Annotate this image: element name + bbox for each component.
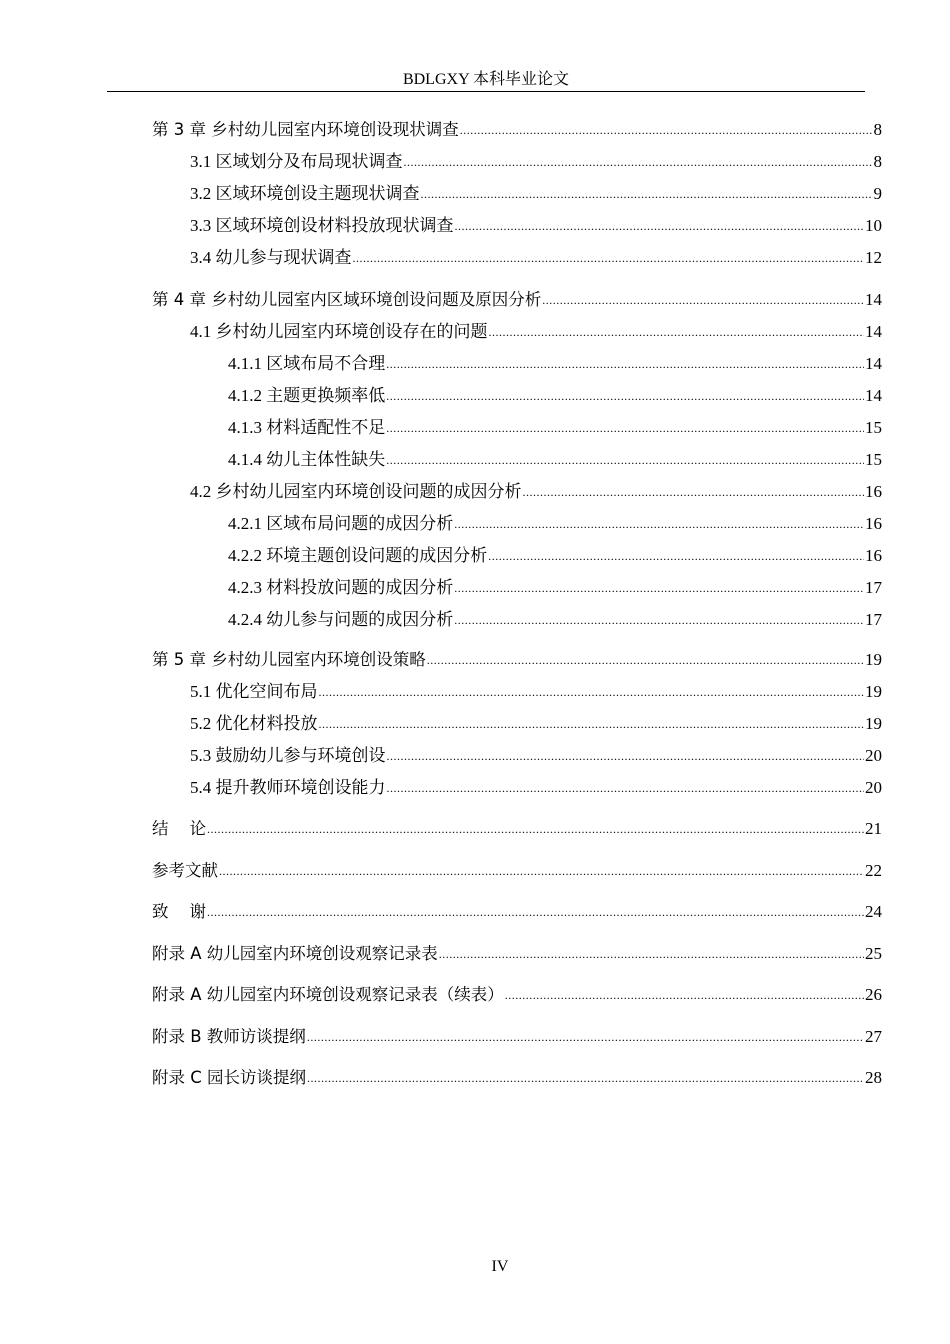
- toc-entry-title: 3.3 区域环境创设材料投放现状调查: [190, 216, 454, 235]
- toc-dot-leader: [427, 648, 864, 672]
- toc-entry-appendix-a[interactable]: [152, 942, 882, 966]
- toc-entry-title: 4.1 乡村幼儿园室内环境创设存在的问题: [190, 322, 488, 341]
- toc-entry-title: 5.4 提升教师环境创设能力: [190, 778, 386, 797]
- toc-entry-title: 附录 C 园长访谈提纲: [152, 1068, 307, 1087]
- toc-entry-title: 附录 B 教师访谈提纲: [152, 1027, 306, 1046]
- toc-entry-4-1-3[interactable]: [228, 416, 882, 440]
- toc-entry-3-4[interactable]: [190, 246, 882, 270]
- toc-page-number: 16: [865, 482, 882, 501]
- toc-entry-title: 第 4 章 乡村幼儿园室内区域环境创设问题及原因分析: [152, 290, 542, 309]
- toc-entry-5-4[interactable]: [190, 776, 882, 800]
- toc-page-number: 20: [865, 746, 882, 765]
- toc-entry-title: 4.2.1 区域布局问题的成因分析: [228, 514, 454, 533]
- toc-entry-title: 第 3 章 乡村幼儿园室内环境创设现状调查: [152, 120, 459, 139]
- toc-dot-leader: [542, 288, 864, 312]
- toc-entry-title: 4.1.2 主题更换频率低: [228, 386, 386, 405]
- toc-page-number: 10: [865, 216, 882, 235]
- toc-page-number: 8: [873, 120, 882, 139]
- toc-entry-chapter-4[interactable]: [152, 288, 882, 312]
- toc-entry-4-2-1[interactable]: [228, 512, 882, 536]
- toc-page-number: 16: [865, 546, 882, 565]
- toc-entry-title: 4.2.3 材料投放问题的成因分析: [228, 578, 454, 597]
- toc-page-number: 9: [873, 184, 882, 203]
- toc-page-number: 14: [865, 290, 882, 309]
- toc-page-number: 20: [865, 778, 882, 797]
- toc-entry-appendix-b[interactable]: [152, 1025, 882, 1049]
- toc-entry-title: 3.4 幼儿参与现状调查: [190, 248, 352, 267]
- toc-dot-leader: [404, 150, 873, 174]
- toc-entry-title: 3.1 区域划分及布局现状调查: [190, 152, 403, 171]
- toc-dot-leader: [489, 320, 865, 344]
- toc-entry-title: 第 5 章 乡村幼儿园室内环境创设策略: [152, 650, 426, 669]
- toc-entry-title: 参考文献: [152, 861, 218, 880]
- toc-dot-leader: [319, 680, 865, 704]
- toc-dot-leader: [386, 448, 864, 472]
- toc-page-number: 19: [865, 682, 882, 701]
- toc-entry-title: 结 论: [152, 819, 206, 838]
- toc-dot-leader: [454, 576, 864, 600]
- toc-page-number: 14: [865, 322, 882, 341]
- toc-entry-4-1[interactable]: [190, 320, 882, 344]
- toc-entry-5-2[interactable]: [190, 712, 882, 736]
- toc-page-number: 15: [865, 450, 882, 469]
- toc-dot-leader: [439, 942, 864, 966]
- toc-entry-chapter-3[interactable]: [152, 118, 882, 142]
- toc-dot-leader: [523, 480, 865, 504]
- toc-entry-title: 附录 A 幼儿园室内环境创设观察记录表（续表）: [152, 985, 504, 1004]
- toc-entry-5-1[interactable]: [190, 680, 882, 704]
- toc-entry-5-3[interactable]: [190, 744, 882, 768]
- toc-page-number: 16: [865, 514, 882, 533]
- toc-page-number: 19: [865, 650, 882, 669]
- toc-page-number: 17: [865, 610, 882, 629]
- toc-page-number: 25: [865, 944, 882, 963]
- toc-page-number: 21: [865, 819, 882, 838]
- toc-dot-leader: [307, 1066, 864, 1090]
- toc-page-number: 19: [865, 714, 882, 733]
- toc-dot-leader: [386, 352, 864, 376]
- toc-entry-title: 4.1.1 区域布局不合理: [228, 354, 386, 373]
- toc-entry-title: 4.2.4 幼儿参与问题的成因分析: [228, 610, 454, 629]
- toc-entry-appendix-a-continued[interactable]: [152, 983, 882, 1007]
- toc-entry-4-2-4[interactable]: [228, 608, 882, 632]
- toc-entry-title: 致 谢: [152, 902, 206, 921]
- page-number: IV: [491, 1258, 509, 1275]
- toc-dot-leader: [207, 900, 864, 924]
- toc-entry-3-1[interactable]: [190, 150, 882, 174]
- toc-dot-leader: [219, 859, 864, 883]
- toc-page-number: 22: [865, 861, 882, 880]
- page-header: BDLGXY 本科毕业论文: [402, 71, 570, 88]
- toc-entry-title: 4.2.2 环境主题创设问题的成因分析: [228, 546, 488, 565]
- toc-dot-leader: [505, 983, 864, 1007]
- toc-entry-title: 4.1.4 幼儿主体性缺失: [228, 450, 386, 469]
- toc-dot-leader: [387, 776, 865, 800]
- toc-dot-leader: [386, 384, 864, 408]
- toc-page-number: 17: [865, 578, 882, 597]
- toc-page-number: 8: [873, 152, 882, 171]
- toc-dot-leader: [421, 182, 873, 206]
- toc-entry-title: 3.2 区域环境创设主题现状调查: [190, 184, 420, 203]
- toc-dot-leader: [207, 817, 864, 841]
- toc-entry-chapter-5[interactable]: [152, 648, 882, 672]
- toc-page-number: 14: [865, 386, 882, 405]
- toc-dot-leader: [455, 214, 865, 238]
- toc-entry-title: 5.3 鼓励幼儿参与环境创设: [190, 746, 386, 765]
- toc-dot-leader: [319, 712, 865, 736]
- toc-entry-4-1-1[interactable]: [228, 352, 882, 376]
- toc-page-number: 12: [865, 248, 882, 267]
- toc-entry-title: 5.1 优化空间布局: [190, 682, 318, 701]
- toc-page-number: 14: [865, 354, 882, 373]
- toc-entry-4-1-2[interactable]: [228, 384, 882, 408]
- toc-page-number: 26: [865, 985, 882, 1004]
- toc-entry-3-3[interactable]: [190, 214, 882, 238]
- toc-entry-4-2[interactable]: [190, 480, 882, 504]
- toc-page-number: 28: [865, 1068, 882, 1087]
- toc-entry-conclusion[interactable]: [152, 817, 882, 841]
- toc-entry-3-2[interactable]: [190, 182, 882, 206]
- toc-entry-4-1-4[interactable]: [228, 448, 882, 472]
- toc-entry-4-2-3[interactable]: [228, 576, 882, 600]
- toc-page-number: 15: [865, 418, 882, 437]
- toc-entry-title: 4.1.3 材料适配性不足: [228, 418, 386, 437]
- toc-entry-acknowledgements[interactable]: [152, 900, 882, 924]
- toc-dot-leader: [307, 1025, 864, 1049]
- toc-entry-4-2-2[interactable]: [228, 544, 882, 568]
- toc-dot-leader: [460, 118, 873, 142]
- toc-entry-title: 5.2 优化材料投放: [190, 714, 318, 733]
- toc-dot-leader: [488, 544, 864, 568]
- toc-dot-leader: [387, 744, 865, 768]
- toc-dot-leader: [454, 512, 864, 536]
- toc-page-number: 24: [865, 902, 882, 921]
- toc-entry-title: 附录 A 幼儿园室内环境创设观察记录表: [152, 944, 438, 963]
- toc-dot-leader: [454, 608, 864, 632]
- toc-entry-appendix-c[interactable]: [152, 1066, 882, 1090]
- toc-entry-title: 4.2 乡村幼儿园室内环境创设问题的成因分析: [190, 482, 522, 501]
- toc-page-number: 27: [865, 1027, 882, 1046]
- toc-dot-leader: [386, 416, 864, 440]
- toc-dot-leader: [353, 246, 865, 270]
- toc-entry-references[interactable]: [152, 859, 882, 883]
